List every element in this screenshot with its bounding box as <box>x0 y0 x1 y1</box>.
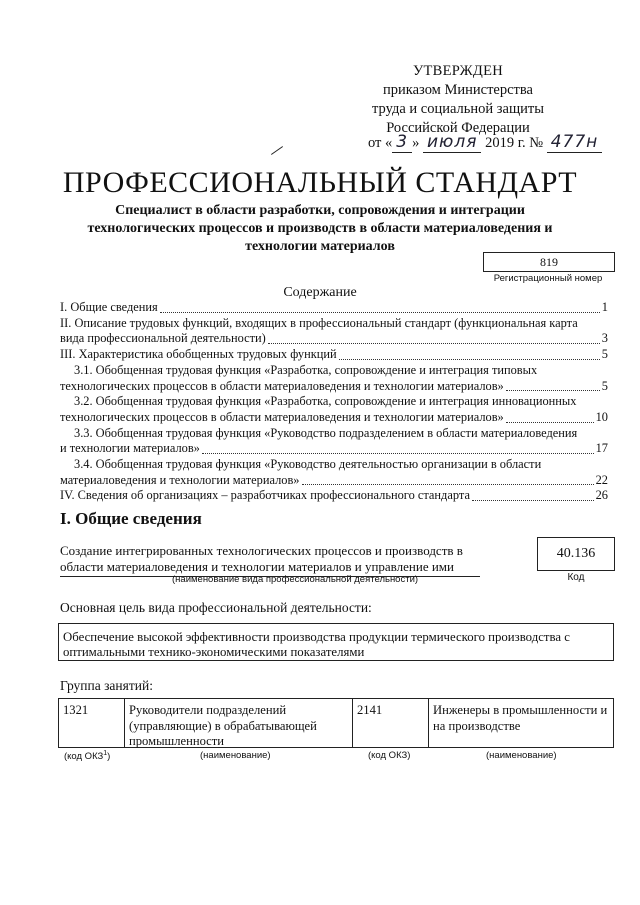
section-title: I. Общие сведения <box>60 509 202 528</box>
code-caption: Код <box>567 572 585 583</box>
okz-name-caption: (наименование) <box>200 750 271 761</box>
approval-block <box>348 62 568 138</box>
footnote-mark: 1 <box>103 750 108 757</box>
toc-page: 10 <box>595 409 608 424</box>
toc-item[interactable] <box>60 457 608 488</box>
toc-item-text: II. Описание трудовых функций, входящих в профессиональный стандарт (функциональная карта <box>60 315 578 330</box>
toc-item[interactable] <box>60 394 608 425</box>
goal-label: Основная цель вида профессиональной деятельности: <box>60 600 372 615</box>
toc-item[interactable] <box>60 488 608 504</box>
goal-box <box>58 623 614 661</box>
toc-heading: Содержание <box>283 285 357 300</box>
order-mid: » <box>412 135 420 151</box>
toc-item-text: 3.2. Обобщенная трудовая функция «Разработка, сопровождение и интеграция инновационных <box>74 394 577 409</box>
activity-caption: (наименование вида профессиональной деятельности) <box>172 574 419 585</box>
toc-page: 22 <box>595 472 608 487</box>
okz-name-caption: (наименование) <box>486 750 557 761</box>
approval-line: труда и социальной защиты <box>372 101 544 117</box>
pen-mark <box>271 146 283 155</box>
approval-line: приказом Министерства <box>383 82 533 98</box>
toc-item[interactable] <box>60 316 608 347</box>
order-line <box>368 132 602 152</box>
occupation-group-table <box>58 698 614 748</box>
toc-item-text: 3.3. Обобщенная трудовая функция «Руководство подразделением в области материаловедения <box>74 425 578 440</box>
registration-caption: Регистрационный номер <box>493 273 603 284</box>
toc-page: 26 <box>595 488 608 503</box>
registration-number: 819 <box>483 252 615 272</box>
toc-item-text: и технологии материалов» <box>60 441 200 456</box>
okz-code-cell: 1321 <box>59 699 125 747</box>
approval-title: УТВЕРЖДЕН <box>412 63 504 79</box>
order-day: 3 <box>392 132 412 153</box>
document-subtitle: Специалист в области разработки, сопровождения и интеграции технологических процессов и производств в области материаловедения и технологии материалов <box>87 203 553 254</box>
toc-item-text: III. Характеристика обобщенных трудовых функций <box>60 347 337 362</box>
toc-page: 5 <box>601 347 608 362</box>
toc-item-text: технологических процессов в области материаловедения и технологии материалов» <box>60 378 504 393</box>
toc-item-text: IV. Сведения об организациях – разработчиках профессионального стандарта <box>60 488 470 503</box>
activity-code: 40.136 <box>537 537 615 571</box>
toc-page: 1 <box>601 300 608 314</box>
toc-item-text: вида профессиональной деятельности) <box>60 331 266 346</box>
toc-item[interactable] <box>60 300 608 316</box>
toc-item[interactable] <box>60 347 608 363</box>
toc-item-text: 3.4. Обобщенная трудовая функция «Руководство деятельностью организации в области <box>74 457 542 472</box>
approval-line: Российской Федерации <box>386 120 530 136</box>
okz-code-caption: (код ОКЗ$^1$) <box>64 750 111 763</box>
toc-page: 17 <box>595 441 608 456</box>
table-of-contents <box>60 300 608 504</box>
order-month: июля <box>423 132 481 153</box>
toc-item[interactable] <box>60 426 608 457</box>
goal-text: Обеспечение высокой эффективности производства продукции термического производства с оптимальными технико-экономическими показателями <box>63 630 570 659</box>
order-year: 2019 г. № <box>485 135 544 151</box>
okz-name-cell: Инженеры в промышленности и на производстве <box>433 703 608 733</box>
toc-item-text: 3.1. Обобщенная трудовая функция «Разработка, сопровождение и интеграция типовых <box>74 362 538 377</box>
toc-item-text: I. Общие сведения <box>60 300 158 314</box>
document-title: ПРОФЕССИОНАЛЬНЫЙ СТАНДАРТ <box>62 166 578 199</box>
okz-code-caption: (код ОКЗ) <box>368 750 411 761</box>
toc-item[interactable] <box>60 363 608 394</box>
toc-item-text: материаловедения и технологии материалов» <box>60 472 300 487</box>
order-number: 477н <box>547 132 603 153</box>
order-prefix: от « <box>368 135 393 151</box>
toc-item-text: технологических процессов в области материаловедения и технологии материалов» <box>60 409 504 424</box>
okz-name-cell: Руководители подразделений (управляющие) в обрабатывающей промышленности <box>125 699 353 747</box>
activity-name: Создание интегрированных технологических процессов и производств в области материаловедения и технологии материалов и управление ими <box>60 543 480 577</box>
toc-page: 5 <box>601 378 608 393</box>
group-label: Группа занятий: <box>60 678 153 693</box>
toc-page: 3 <box>601 331 608 346</box>
okz-code-cell: 2141 <box>353 699 429 747</box>
